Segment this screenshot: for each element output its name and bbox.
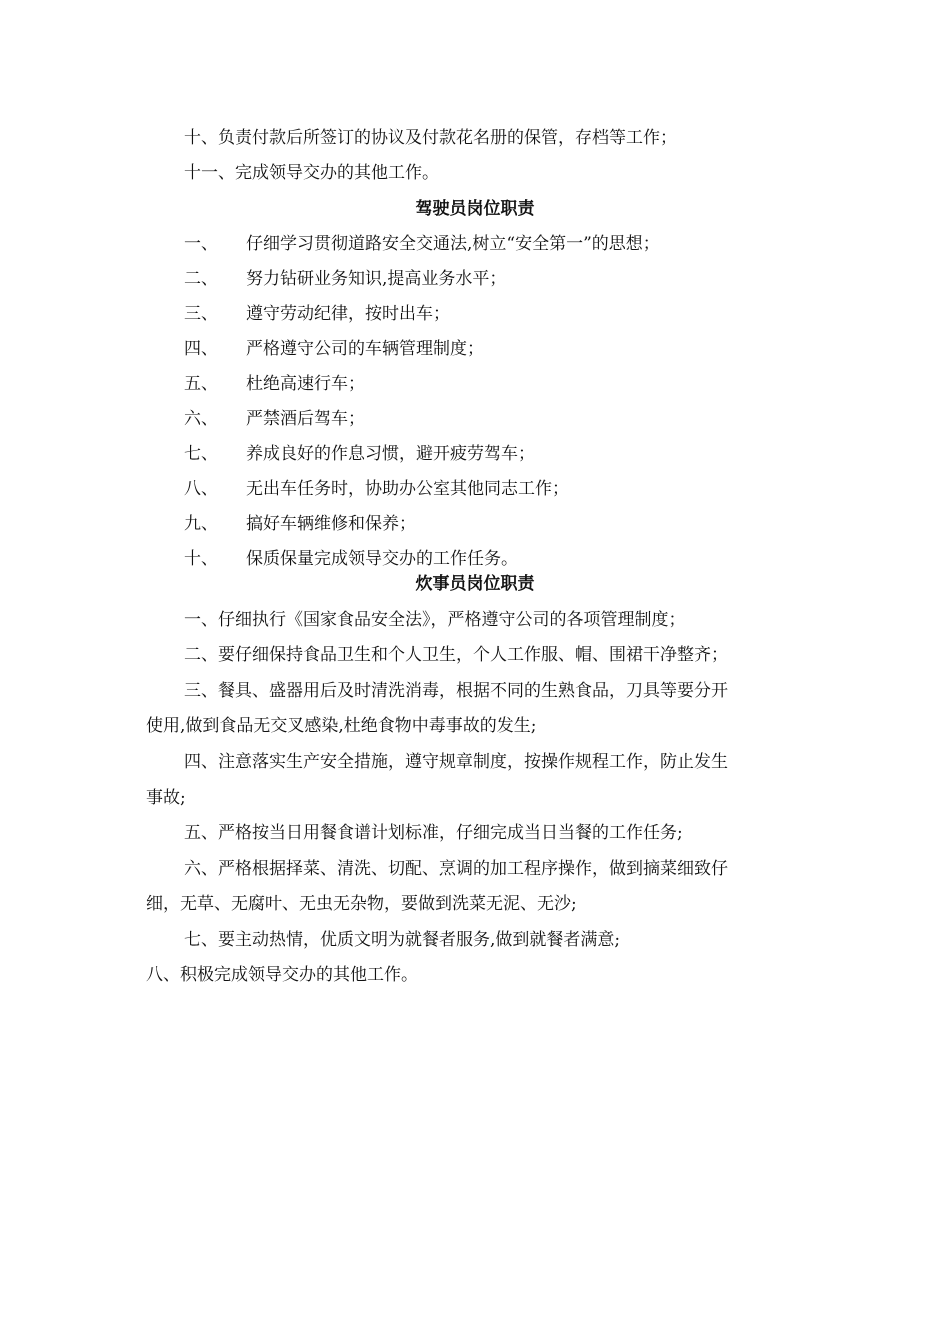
- driver-item-text: 仔细学习贯彻道路安全交通法,树立“安全第一”的思想；: [246, 234, 660, 254]
- cook-item-4-line-2: 事故;: [146, 788, 186, 808]
- cook-item-1: 一、仔细执行《国家食品安全法》，严格遵守公司的各项管理制度；: [184, 610, 686, 630]
- driver-item: [184, 232, 660, 256]
- driver-item-text: 努力钻研业务知识,提高业务水平；: [246, 269, 507, 289]
- driver-item: [184, 337, 484, 361]
- driver-item-number: 八、: [184, 479, 218, 499]
- driver-item-text: 遵守劳动纪律，按时出车；: [246, 304, 450, 324]
- finance-item-10: 十、负责付款后所签订的协议及付款花名册的保管，存档等工作；: [184, 128, 677, 148]
- driver-item-text: 无出车任务时，协助办公室其他同志工作；: [246, 479, 569, 499]
- driver-item-number: 一、: [184, 234, 218, 254]
- driver-item: [184, 372, 365, 396]
- driver-section-title: 驾驶员岗位职责: [415, 199, 535, 219]
- driver-item-text: 保质保量完成领导交办的工作任务。: [246, 549, 518, 569]
- driver-item-text: 搞好车辆维修和保养；: [246, 514, 416, 534]
- cook-item-4-line-1: 四、注意落实生产安全措施，遵守规章制度，按操作规程工作，防止发生: [184, 752, 728, 772]
- cook-item-7: 七、要主动热情，优质文明为就餐者服务,做到就餐者满意;: [184, 930, 621, 950]
- cook-item-5: 五、严格按当日用餐食谱计划标准，仔细完成当日当餐的工作任务;: [184, 823, 683, 843]
- driver-item: [184, 512, 416, 536]
- cook-item-3-line-1: 三、餐具、盛器用后及时清洗消毒，根据不同的生熟食品，刀具等要分开: [184, 681, 728, 701]
- driver-item-number: 七、: [184, 444, 218, 464]
- cook-section-title: 炊事员岗位职责: [415, 574, 535, 594]
- driver-item-number: 十、: [184, 549, 218, 569]
- driver-item: [184, 407, 365, 431]
- driver-item-number: 五、: [184, 374, 218, 394]
- driver-item: [184, 477, 569, 501]
- driver-item-text: 养成良好的作息习惯，避开疲劳驾车；: [246, 444, 535, 464]
- driver-item: [184, 302, 450, 326]
- driver-item: [184, 547, 518, 571]
- driver-item-number: 三、: [184, 304, 218, 324]
- driver-item-number: 二、: [184, 269, 218, 289]
- driver-item-text: 杜绝高速行车；: [246, 374, 365, 394]
- driver-item: [184, 442, 535, 466]
- driver-item-text: 严禁酒后驾车；: [246, 409, 365, 429]
- driver-item-number: 四、: [184, 339, 218, 359]
- cook-item-8: 八、积极完成领导交办的其他工作。: [146, 965, 418, 985]
- driver-item-number: 六、: [184, 409, 218, 429]
- cook-item-3-line-2: 使用,做到食品无交叉感染,杜绝食物中毒事故的发生;: [146, 716, 537, 736]
- cook-item-6-line-2: 细，无草、无腐叶、无虫无杂物，要做到洗菜无泥、无沙;: [146, 894, 577, 914]
- cook-item-6-line-1: 六、严格根据择菜、清洗、切配、烹调的加工程序操作，做到摘菜细致仔: [184, 859, 728, 879]
- finance-item-11: 十一、完成领导交办的其他工作。: [184, 163, 439, 183]
- driver-item: [184, 267, 506, 291]
- driver-item-number: 九、: [184, 514, 218, 534]
- driver-item-text: 严格遵守公司的车辆管理制度；: [246, 339, 484, 359]
- cook-item-2: 二、要仔细保持食品卫生和个人卫生，个人工作服、帽、围裙干净整齐；: [184, 645, 728, 665]
